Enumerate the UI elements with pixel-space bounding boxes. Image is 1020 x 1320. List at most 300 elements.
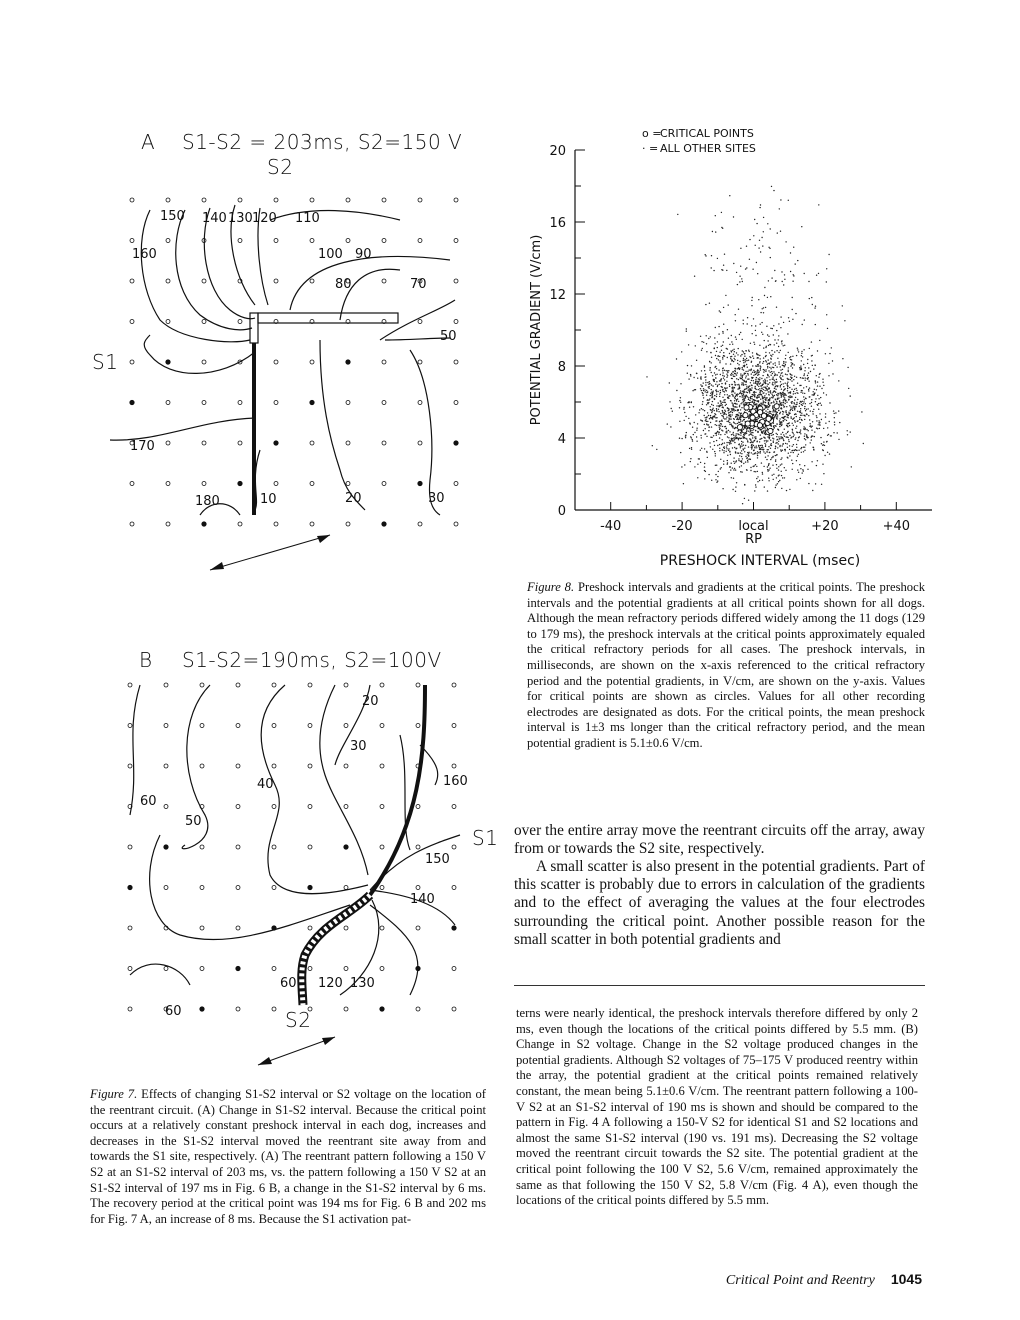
data-point-dot (824, 445, 825, 446)
data-point-dot (681, 351, 682, 352)
electrode-site (308, 885, 312, 889)
data-point-dot (821, 388, 822, 389)
data-point-dot (715, 377, 716, 378)
data-point-dot (781, 463, 782, 464)
data-point-dot (829, 402, 830, 403)
data-point-dot (700, 336, 701, 337)
data-point-dot (751, 398, 752, 399)
data-point-dot (733, 216, 734, 217)
data-point-dot (749, 392, 750, 393)
data-point-dot (728, 412, 729, 413)
electrode-site (416, 845, 420, 849)
data-point-dot (745, 381, 746, 382)
data-point-dot (815, 401, 816, 402)
data-point-dot (717, 386, 718, 387)
data-point-dot (696, 430, 697, 431)
data-point-dot (732, 426, 733, 427)
data-point-dot (814, 436, 815, 437)
data-point-dot (774, 270, 775, 271)
data-point-dot (699, 458, 700, 459)
data-point-dot (797, 348, 798, 349)
data-point-dot (730, 418, 731, 419)
electrode-site (164, 683, 168, 687)
data-point-dot (755, 330, 756, 331)
data-point-dot (799, 411, 800, 412)
data-point-dot (759, 383, 760, 384)
contour-label: 10 (260, 492, 277, 507)
data-point-dot (745, 359, 746, 360)
data-point-dot (805, 439, 806, 440)
fig7-caption-label: Figure 7. (90, 1087, 138, 1101)
data-point-dot (727, 455, 728, 456)
body-paragraph-2 (514, 858, 925, 949)
electrode-site (272, 886, 276, 890)
data-point-dot (748, 459, 749, 460)
data-point-dot (727, 394, 728, 395)
data-point-dot (744, 437, 745, 438)
data-point-dot (816, 375, 817, 376)
data-point-dot (759, 392, 760, 393)
data-point-dot (770, 228, 771, 229)
data-point-dot (732, 403, 733, 404)
data-point-dot (780, 436, 781, 437)
data-point-dot (748, 390, 749, 391)
data-point-dot (737, 414, 738, 415)
data-point-dot (746, 364, 747, 365)
data-point-dot (807, 469, 808, 470)
data-point-dot (819, 424, 820, 425)
data-point-dot (788, 412, 789, 413)
data-point-dot (791, 377, 792, 378)
electrode-site (166, 239, 170, 243)
data-point-dot (789, 489, 790, 490)
data-point-dot (771, 397, 772, 398)
data-point-dot (708, 402, 709, 403)
data-point-dot (728, 421, 729, 422)
data-point-dot (823, 450, 824, 451)
data-point-dot (796, 447, 797, 448)
contour-label: 40 (257, 777, 274, 792)
data-point-dot (775, 281, 776, 282)
data-point-dot (731, 402, 732, 403)
electrode-site (202, 441, 206, 445)
data-point-dot (782, 477, 783, 478)
electrode-site (380, 967, 384, 971)
data-point-dot (676, 358, 677, 359)
data-point-dot (782, 450, 783, 451)
data-point-dot (746, 386, 747, 387)
data-point-dot (760, 385, 761, 386)
data-point-dot (733, 478, 734, 479)
data-point-dot (768, 391, 769, 392)
data-point-dot (727, 460, 728, 461)
data-point-dot (760, 324, 761, 325)
data-point-dot (788, 352, 789, 353)
data-point-dot (771, 402, 772, 403)
data-point-dot (803, 349, 804, 350)
data-point-dot (711, 267, 712, 268)
data-point-dot (792, 423, 793, 424)
data-point-dot (734, 397, 735, 398)
electrode-site (346, 522, 350, 526)
electrode-site (310, 239, 314, 243)
data-point-dot (794, 403, 795, 404)
data-point-critical (743, 413, 748, 418)
data-point-dot (811, 439, 812, 440)
data-point-dot (783, 434, 784, 435)
data-point-dot (720, 379, 721, 380)
data-point-dot (741, 460, 742, 461)
data-point-dot (716, 391, 717, 392)
data-point-dot (752, 365, 753, 366)
data-point-critical (774, 404, 779, 409)
data-point-dot (766, 346, 767, 347)
data-point-dot (756, 223, 757, 224)
data-point-dot (714, 398, 715, 399)
data-point-dot (704, 424, 705, 425)
data-point-dot (760, 438, 761, 439)
data-point-dot (719, 360, 720, 361)
fig7b-arrowhead (322, 1037, 335, 1045)
data-point-dot (764, 440, 765, 441)
body-paragraph-2-text: A small scatter is also present in the potential gradients. Part of this scatter is probably due to errors in calculation of the gradients and to the effect of averaging the values at the four electrodes surrounding the critical point. Another possible reason for the small scatter in both potential gradients and (514, 858, 925, 948)
data-point-dot (777, 398, 778, 399)
fig8-caption (527, 580, 925, 752)
data-point-dot (762, 384, 763, 385)
data-point-dot (788, 370, 789, 371)
data-point-dot (710, 446, 711, 447)
electrode-site (128, 1007, 132, 1011)
data-point-dot (812, 413, 813, 414)
data-point-dot (734, 351, 735, 352)
data-point-dot (707, 457, 708, 458)
data-point-dot (784, 477, 785, 478)
body-footnote-paragraph: terns were nearly identical, the preshock intervals therefore differed by only 2 ms, even though the locations of the critical points differed by 5.5 mm. (B) Change in S2 voltage. Change in the S2 voltage produced changes in the potential gradients. Although S2 voltages of 75–175 V produced reentry within the array, the potential gradient at the critical points remained relatively constant, the mean being 5.1±0.6 V/cm. The reentrant pattern following a 100-V S2 at an S1-S2 interval of 190 ms is shown and should be compared to the pattern in Fig. 4 A following a 150-V S2 for identical S1 and S2 locations and almost the same S1-S2 interval (190 vs. 191 ms). Decreasing the S2 voltage moved the reentrant circuit towards the S2 site. The potential gradient at the critical point following the 100 V S2, 5.6 V/cm, remained approximately the same as that following the 150 V S2, 5.8 V/cm (Fig. 4 A), even though the locations of the critical points differed by 5.5 mm. (516, 1006, 918, 1208)
data-point-dot (745, 397, 746, 398)
data-point-dot (767, 223, 768, 224)
data-point-dot (770, 344, 771, 345)
data-point-dot (730, 454, 731, 455)
y-tick-label: 20 (549, 144, 566, 159)
electrode-site (130, 239, 134, 243)
data-point-dot (804, 465, 805, 466)
data-point-dot (723, 450, 724, 451)
data-point-dot (766, 441, 767, 442)
electrode-site (344, 683, 348, 687)
data-point-dot (803, 378, 804, 379)
data-point-dot (740, 461, 741, 462)
isochrone-line (370, 905, 418, 995)
data-point-dot (811, 461, 812, 462)
data-point-dot (693, 377, 694, 378)
electrode-site (238, 239, 242, 243)
electrode-site (346, 441, 350, 445)
data-point-dot (699, 409, 700, 410)
data-point-dot (729, 386, 730, 387)
data-point-dot (781, 457, 782, 458)
data-point-dot (727, 370, 728, 371)
data-point-dot (775, 411, 776, 412)
data-point-dot (767, 449, 768, 450)
data-point-dot (763, 387, 764, 388)
data-point-dot (787, 431, 788, 432)
electrode-site (310, 279, 314, 283)
data-point-dot (714, 372, 715, 373)
data-point-dot (742, 377, 743, 378)
data-point-dot (833, 432, 834, 433)
data-point-dot (787, 457, 788, 458)
data-point-dot (749, 400, 750, 401)
data-point-dot (722, 375, 723, 376)
data-point-dot (772, 373, 773, 374)
data-point-dot (780, 403, 781, 404)
data-point-dot (700, 462, 701, 463)
data-point-dot (725, 389, 726, 390)
data-point-dot (778, 372, 779, 373)
contour-label: 140 (410, 892, 435, 907)
data-point-dot (785, 433, 786, 434)
page-footer (710, 1271, 922, 1289)
data-point-dot (759, 480, 760, 481)
data-point-dot (685, 416, 686, 417)
data-point-dot (743, 369, 744, 370)
data-point-dot (817, 428, 818, 429)
data-point-dot (811, 297, 812, 298)
electrode-site (344, 724, 348, 728)
data-point-dot (702, 420, 703, 421)
data-point-dot (825, 423, 826, 424)
fig7b-electrode-grid (128, 683, 456, 1011)
data-point-dot (705, 382, 706, 383)
data-point-dot (708, 424, 709, 425)
data-point-dot (728, 408, 729, 409)
contour-label: 120 (318, 976, 343, 991)
data-point-dot (724, 379, 725, 380)
data-point-dot (748, 431, 749, 432)
electrode-site (382, 522, 386, 526)
data-point-dot (778, 443, 779, 444)
data-point-dot (805, 367, 806, 368)
data-point-dot (776, 464, 777, 465)
data-point-dot (695, 389, 696, 390)
data-point-dot (861, 411, 862, 412)
data-point-dot (806, 409, 807, 410)
data-point-dot (741, 445, 742, 446)
data-point-dot (722, 430, 723, 431)
data-point-dot (770, 296, 771, 297)
data-point-dot (721, 386, 722, 387)
data-point-dot (778, 339, 779, 340)
x-tick-label: -20 (671, 519, 693, 534)
data-point-dot (688, 418, 689, 419)
data-point-dot (753, 382, 754, 383)
data-point-dot (788, 200, 789, 201)
data-point-dot (811, 406, 812, 407)
data-point-dot (716, 368, 717, 369)
data-point-dot (774, 339, 775, 340)
data-point-dot (752, 435, 753, 436)
data-point-dot (817, 381, 818, 382)
data-point-dot (727, 357, 728, 358)
data-point-dot (776, 385, 777, 386)
data-point-dot (793, 444, 794, 445)
data-point-dot (769, 411, 770, 412)
data-point-dot (761, 378, 762, 379)
data-point-dot (710, 336, 711, 337)
data-point-dot (785, 450, 786, 451)
electrode-site (346, 198, 350, 202)
data-point-dot (748, 350, 749, 351)
data-point-dot (820, 403, 821, 404)
data-point-dot (701, 341, 702, 342)
electrode-site (380, 886, 384, 890)
data-point-dot (702, 409, 703, 410)
data-point-dot (709, 381, 710, 382)
y-tick-label: 4 (557, 432, 566, 447)
data-point-dot (796, 355, 797, 356)
data-point-dot (711, 404, 712, 405)
data-point-dot (816, 465, 817, 466)
data-point-dot (807, 375, 808, 376)
electrode-site (308, 764, 312, 768)
data-point-dot (726, 417, 727, 418)
data-point-dot (781, 417, 782, 418)
data-point-dot (779, 446, 780, 447)
data-point-dot (695, 345, 696, 346)
electrode-site (128, 885, 132, 889)
data-point-dot (732, 384, 733, 385)
data-point-dot (776, 394, 777, 395)
data-point-dot (733, 391, 734, 392)
data-point-dot (771, 394, 772, 395)
data-point-dot (746, 375, 747, 376)
data-point-dot (774, 344, 775, 345)
data-point-dot (719, 352, 720, 353)
data-point-dot (739, 396, 740, 397)
data-point-dot (733, 409, 734, 410)
data-point-dot (787, 426, 788, 427)
data-point-dot (739, 334, 740, 335)
data-point-dot (696, 360, 697, 361)
data-point-dot (680, 402, 681, 403)
data-point-dot (801, 353, 802, 354)
data-point-dot (681, 438, 682, 439)
data-point-dot (716, 408, 717, 409)
contour-label: 140 (202, 211, 227, 226)
data-point-dot (783, 395, 784, 396)
data-point-dot (805, 410, 806, 411)
data-point-dot (774, 411, 775, 412)
data-point-dot (818, 398, 819, 399)
data-point-dot (791, 362, 792, 363)
data-point-dot (723, 378, 724, 379)
data-point-dot (817, 350, 818, 351)
data-point-dot (691, 365, 692, 366)
data-point-dot (722, 358, 723, 359)
data-point-dot (680, 397, 681, 398)
contour-label: 180 (195, 494, 220, 509)
data-point-dot (798, 472, 799, 473)
data-point-dot (766, 390, 767, 391)
data-point-dot (719, 444, 720, 445)
data-point-dot (751, 447, 752, 448)
data-point-dot (778, 323, 779, 324)
electrode-site (418, 401, 422, 405)
data-point-dot (746, 360, 747, 361)
fig8-caption-text: Preshock intervals and gradients at the critical points. The preshock intervals and the potential gradients at all critical points shown for all dogs. Although the mean refractory periods differed widely among the 11 dogs (129 to 179 ms), the preshock intervals at the critical points approximately equaled the critical refractory periods for all cases. The preshock intervals, in milliseconds, are shown on the x-axis referenced to the critical refractory period and the potential gradients, in V/cm, are shown on the y-axis. Values for critical points are shown as circles. Values for all other recording electrodes are designated as dots. For the critical points, the mean preshock interval is 1±3 ms longer than the critical refractory period, and the mean potential gradient is 5.1±0.6 V/cm. (527, 580, 925, 750)
data-point-dot (735, 336, 736, 337)
data-point-dot (746, 358, 747, 359)
data-point-dot (803, 426, 804, 427)
data-point-dot (781, 340, 782, 341)
data-point-dot (754, 471, 755, 472)
data-point-dot (755, 245, 756, 246)
data-point-dot (823, 392, 824, 393)
data-point-dot (823, 428, 824, 429)
electrode-site (166, 360, 170, 364)
data-point-dot (697, 378, 698, 379)
data-point-dot (788, 415, 789, 416)
data-point-dot (741, 441, 742, 442)
electrode-site (200, 926, 204, 930)
data-point-dot (755, 392, 756, 393)
data-point-dot (740, 248, 741, 249)
data-point-dot (793, 274, 794, 275)
electrode-site (274, 360, 278, 364)
data-point-dot (776, 401, 777, 402)
data-point-dot (796, 444, 797, 445)
electrode-site (382, 401, 386, 405)
data-point-dot (722, 416, 723, 417)
data-point-dot (748, 360, 749, 361)
data-point-dot (749, 259, 750, 260)
data-point-dot (693, 434, 694, 435)
data-point-dot (783, 405, 784, 406)
data-point-dot (793, 391, 794, 392)
data-point-dot (784, 416, 785, 417)
data-point-dot (765, 400, 766, 401)
data-point-dot (746, 246, 747, 247)
data-point-dot (777, 447, 778, 448)
data-point-dot (804, 438, 805, 439)
data-point-dot (735, 469, 736, 470)
data-point-dot (737, 395, 738, 396)
data-point-dot (718, 431, 719, 432)
electrode-site (452, 926, 456, 930)
data-point-dot (796, 402, 797, 403)
data-point-dot (757, 369, 758, 370)
data-point-dot (827, 435, 828, 436)
data-point-dot (700, 450, 701, 451)
electrode-site (416, 886, 420, 890)
data-point-dot (779, 376, 780, 377)
data-point-dot (767, 428, 768, 429)
data-point-dot (733, 410, 734, 411)
electrode-site (344, 1007, 348, 1011)
data-point-dot (783, 363, 784, 364)
data-point-dot (789, 455, 790, 456)
data-point-dot (714, 413, 715, 414)
data-point-dot (810, 425, 811, 426)
data-point-dot (753, 429, 754, 430)
data-point-dot (729, 384, 730, 385)
data-point-dot (771, 375, 772, 376)
data-point-dot (723, 324, 724, 325)
data-point-dot (784, 397, 785, 398)
data-point-dot (797, 411, 798, 412)
data-point-dot (739, 377, 740, 378)
data-point-dot (768, 399, 769, 400)
